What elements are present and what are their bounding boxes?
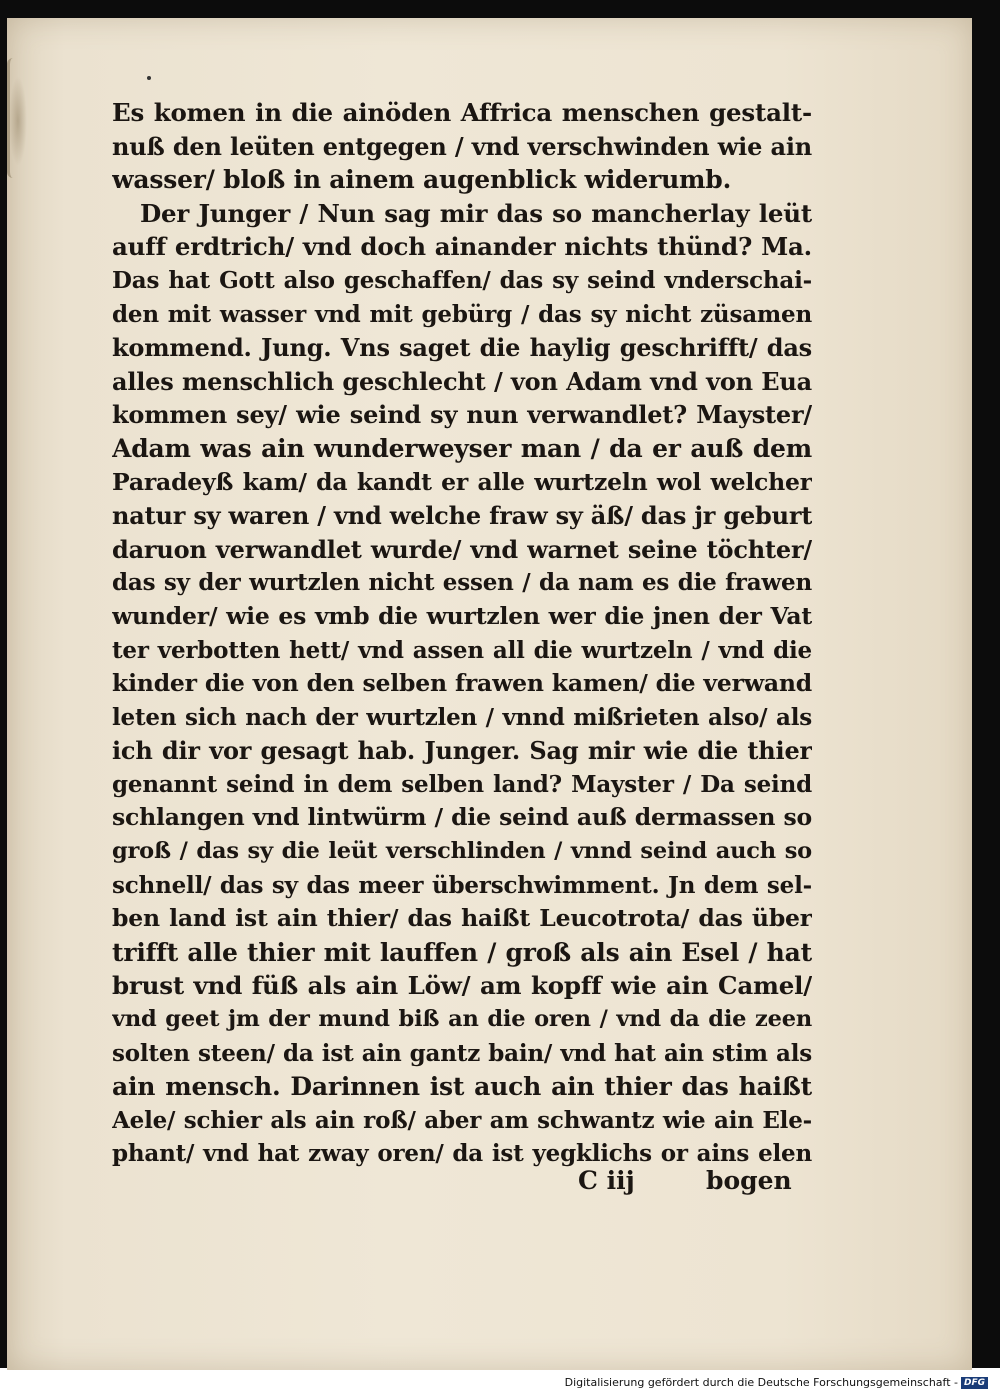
- text-line: Es komen in die ainöden Affrica menschen gestalt-: [112, 98, 812, 127]
- text-line: kommend. Jung. Vns saget die haylig geschrifft/ das: [112, 333, 812, 363]
- text-line: Paradeyß kam/ da kandt er alle wurtzeln wol welcher: [112, 467, 812, 496]
- text-line: wunder/ wie es vmb die wurtzlen wer die jnen der Vat: [112, 601, 812, 630]
- text-line: Adam was ain wunderweyser man / da er auß dem: [112, 433, 812, 463]
- text-line: Aele/ schier als ain roß/ aber am schwantz wie ain Ele-: [112, 1106, 812, 1134]
- text-line: kommen sey/ wie seind sy nun verwandlet? Mayster/: [112, 400, 812, 430]
- text-line: nuß den leüten entgegen / vnd verschwinden wie ain: [112, 131, 812, 161]
- text-line: schlangen vnd lintwürm / die seind auß dermassen so: [112, 803, 812, 832]
- text-line: alles menschlich geschlecht / von Adam vnd von Eua: [112, 366, 812, 396]
- page-text: [112, 96, 812, 1171]
- credit-text: Digitalisierung gefördert durch die Deutsche Forschungsgemeinschaft -: [564, 1376, 958, 1389]
- text-line: wasser/ bloß in ainem augenblick widerumb.: [112, 165, 732, 195]
- ink-dot: [147, 76, 151, 80]
- signature-mark: C iij: [578, 1166, 635, 1195]
- digitization-credit: [565, 1376, 988, 1389]
- text-line: ter verbotten hett/ vnd assen all die wurtzeln / vnd die: [112, 636, 812, 664]
- text-line: vnd geet jm der mund biß an die oren / vnd da die zeen: [112, 1006, 812, 1033]
- catchword: bogen: [706, 1166, 792, 1195]
- text-line: Der Junger / Nun sag mir das so mancherlay leüt: [140, 198, 812, 228]
- text-line: daruon verwandlet wurde/ vnd warnet seine töchter/: [112, 534, 812, 564]
- text-line: ben land ist ain thier/ das haißt Leucotrota/ das über: [112, 904, 812, 933]
- text-line: Das hat Gott also geschaffen/ das sy seind vnderschai-: [112, 266, 812, 294]
- text-line: groß / das sy die leüt verschlinden / vnnd seind auch so: [112, 838, 812, 865]
- text-line: auff erdtrich/ vnd doch ainander nichts thünd? Ma.: [112, 232, 812, 262]
- text-line: trifft alle thier mit lauffen / groß als ain Esel / hat: [112, 937, 812, 967]
- page-stain: [9, 76, 27, 166]
- text-line: solten steen/ da ist ain gantz bain/ vnd hat ain stim als: [112, 1039, 812, 1067]
- text-line: das sy der wurtzlen nicht essen / da nam es die frawen: [112, 569, 812, 597]
- text-line: phant/ vnd hat zway oren/ da ist yegklichs or ains elen: [112, 1140, 812, 1168]
- text-line: leten sich nach der wurtzlen / vnnd mißrieten also/ als: [112, 703, 812, 731]
- text-line: kinder die von den selben frawen kamen/ die verwand: [112, 669, 812, 698]
- dfg-logo: DFG: [961, 1377, 988, 1389]
- text-line: ain mensch. Darinnen ist auch ain thier das haißt: [112, 1072, 812, 1102]
- text-line: natur sy waren / vnd welche fraw sy äß/ das jr geburt: [112, 501, 812, 531]
- text-line: brust vnd füß als ain Löw/ am kopff wie ain Camel/: [112, 971, 812, 1001]
- text-line: ich dir vor gesagt hab. Junger. Sag mir wie die thier: [112, 736, 812, 766]
- text-line: den mit wasser vnd mit gebürg / das sy nicht züsamen: [112, 300, 812, 328]
- text-line: schnell/ das sy das meer überschwimment. Jn dem sel-: [112, 871, 812, 899]
- text-line: genannt seind in dem selben land? Mayster / Da seind: [112, 770, 812, 798]
